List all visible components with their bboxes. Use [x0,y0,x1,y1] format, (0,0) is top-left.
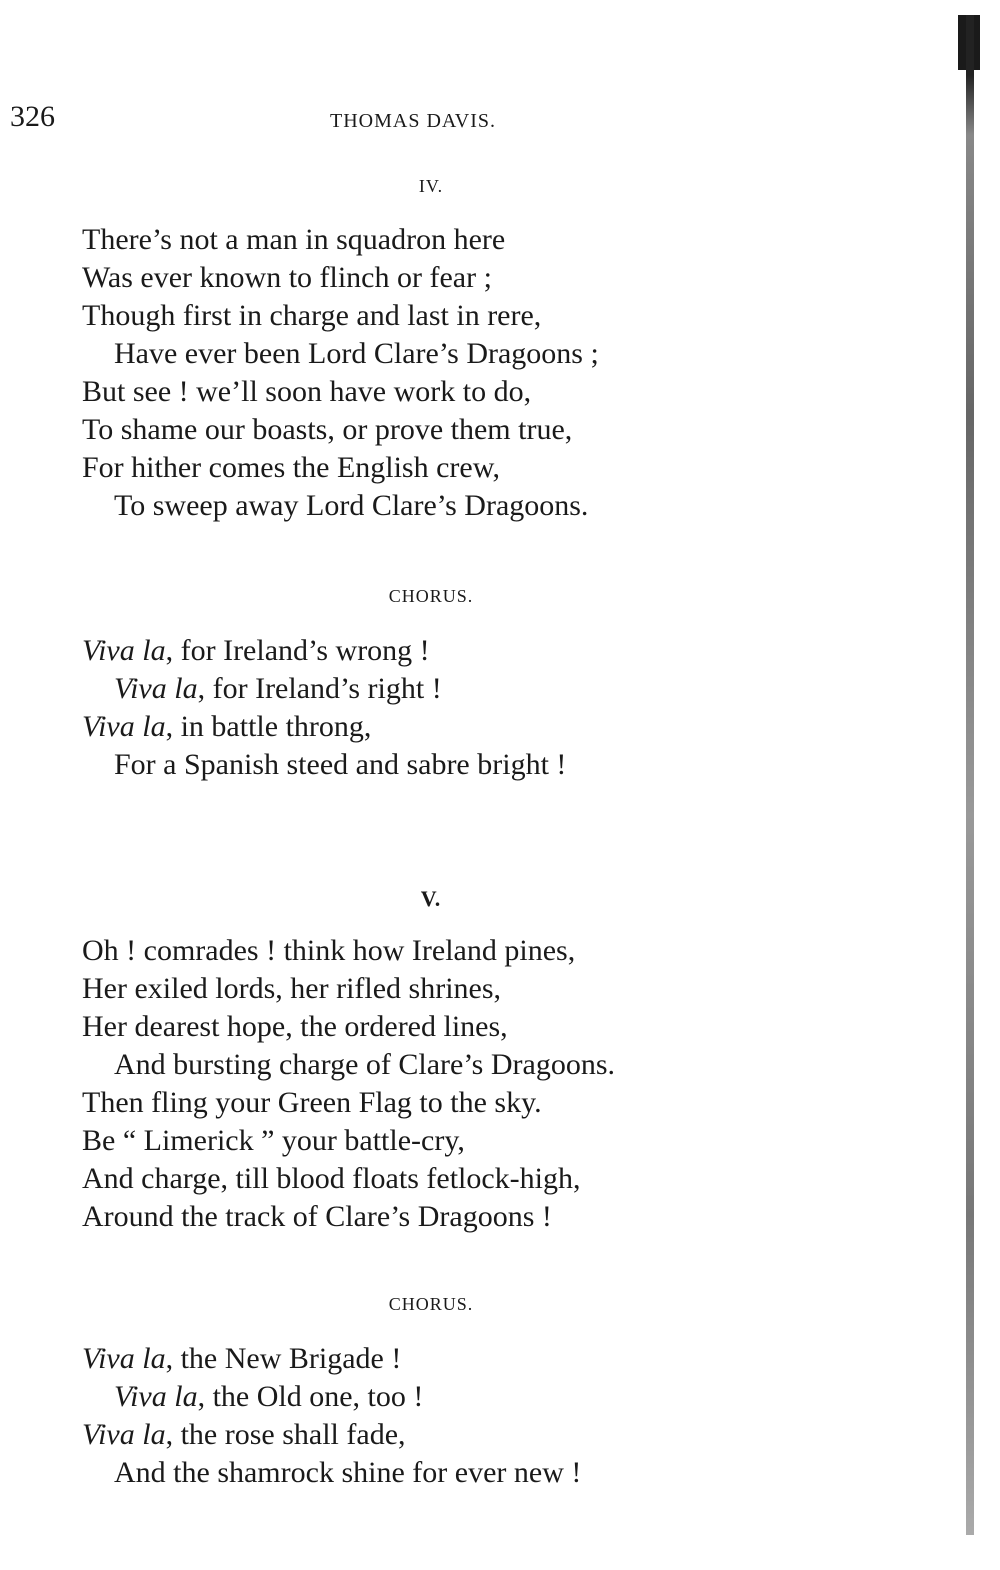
verse-line: And bursting charge of Clare’s Dragoons. [114,1048,616,1081]
verse-line [82,708,566,746]
stanza-v [82,932,615,1236]
verse-text: , the New Brigade ! [165,1342,402,1375]
verse-line: But see ! we’ll soon have work to do, [82,375,532,408]
verse-line: To shame our boasts, or prove them true, [82,413,573,446]
verse-line [82,1378,581,1416]
verse-line: Was ever known to flinch or fear ; [82,261,492,294]
verse-line: And the shamrock shine for ever new ! [114,1456,582,1489]
verse-line: Her dearest hope, the ordered lines, [82,1010,508,1043]
verse-text: , the Old one, too ! [197,1380,424,1413]
verse-line: For hither comes the English crew, [82,451,500,484]
verse-line: For a Spanish steed and sabre bright ! [114,748,567,781]
verse-line: Oh ! comrades ! think how Ireland pines, [82,934,576,967]
verse-line [82,1416,581,1454]
verse-text: , for Ireland’s wrong ! [165,634,430,667]
viva-la-italic: Viva la [82,1418,166,1451]
verse-line [82,670,566,708]
verse-line: Be “ Limerick ” your battle-cry, [82,1124,465,1157]
verse-line: To sweep away Lord Clare’s Dragoons. [114,489,589,522]
verse-line: Though first in charge and last in rere, [82,299,542,332]
running-title: THOMAS DAVIS. [330,110,496,132]
stanza-iv [82,221,599,525]
verse-text: , for Ireland’s right ! [197,672,442,705]
viva-la-italic: Viva la [82,634,166,667]
verse-line [82,1340,581,1378]
page-edge [966,15,974,1535]
chorus-2 [82,1340,581,1492]
viva-la-italic: Viva la [114,1380,198,1413]
section-heading-iv: IV. [418,176,444,196]
viva-la-italic: Viva la [82,1342,166,1375]
verse-line: Around the track of Clare’s Dragoons ! [82,1200,552,1233]
verse-text: , in battle throng, [165,710,372,743]
verse-line: Then fling your Green Flag to the sky. [82,1086,542,1119]
chorus-heading: CHORUS. [388,1294,474,1314]
page-number: 326 [10,100,55,133]
verse-line [82,632,566,670]
section-heading-v: V. [420,886,442,911]
viva-la-italic: Viva la [114,672,198,705]
viva-la-italic: Viva la [82,710,166,743]
verse-line: And charge, till blood floats fetlock-high, [82,1162,581,1195]
verse-line: Have ever been Lord Clare’s Dragoons ; [114,337,599,370]
verse-line: Her exiled lords, her rifled shrines, [82,972,502,1005]
chorus-1 [82,632,566,784]
chorus-heading: CHORUS. [388,586,474,606]
verse-line: There’s not a man in squadron here [82,223,506,256]
verse-text: , the rose shall fade, [165,1418,406,1451]
